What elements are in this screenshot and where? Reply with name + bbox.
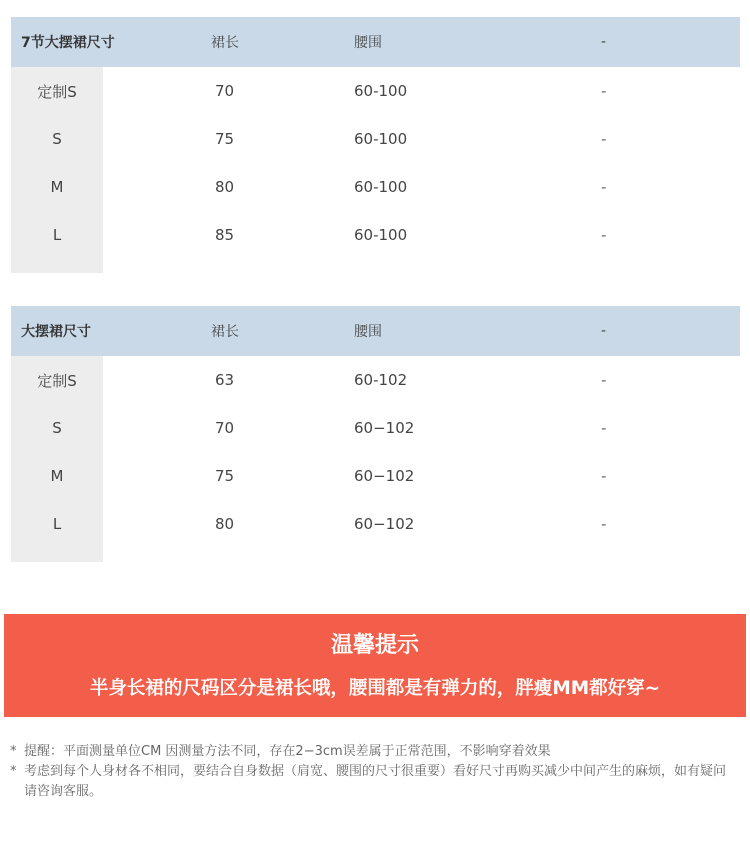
table-body <box>11 67 740 259</box>
table-row <box>11 67 740 115</box>
table-row <box>11 163 740 211</box>
cell-extra: - <box>601 515 607 533</box>
cell-waist: 60−102 <box>354 419 415 437</box>
cell-extra: - <box>601 178 607 196</box>
cell-length: 85 <box>215 226 235 244</box>
header-waist: 腰围 <box>354 324 382 340</box>
table-row <box>11 211 740 259</box>
cell-size: S <box>52 130 62 148</box>
table-header <box>11 306 740 356</box>
size-table-swing-skirt <box>11 306 740 548</box>
cell-extra: - <box>601 467 607 485</box>
size-table-7-tier <box>11 17 740 259</box>
cell-size: L <box>52 226 62 244</box>
cell-waist: 60−102 <box>354 515 415 533</box>
note-bullet: * <box>10 744 17 759</box>
cell-extra: - <box>601 130 607 148</box>
banner-subtitle: 半身长裙的尺码区分是裙长哦，腰围都是有弹力的，胖瘦MM都好穿~ <box>89 678 661 699</box>
table-row <box>11 356 740 404</box>
cell-waist: 60−102 <box>354 467 415 485</box>
header-length: 裙长 <box>211 324 239 340</box>
note-text: 提醒：平面测量单位CM 因测量方法不同，存在2−3cm误差属于正常范围，不影响穿着效果 <box>24 744 551 759</box>
cell-size: M <box>50 467 64 485</box>
cell-extra: - <box>601 226 607 244</box>
header-extra: - <box>601 323 607 339</box>
header-waist: 腰围 <box>354 35 382 51</box>
cell-extra: - <box>601 371 607 389</box>
notes-section <box>10 742 730 802</box>
note-item <box>10 762 730 802</box>
table-row <box>11 500 740 548</box>
note-item <box>10 742 730 762</box>
cell-size: 定制S <box>37 371 77 390</box>
table-row <box>11 452 740 500</box>
cell-extra: - <box>601 82 607 100</box>
cell-waist: 60-100 <box>354 226 408 244</box>
tips-banner <box>4 614 746 717</box>
table-row <box>11 404 740 452</box>
note-text: 考虑到每个人身材各不相同，要结合自身数据（肩宽、腰围的尺寸很重要）看好尺寸再购买减少中间产生的麻烦，如有疑问请咨询客服。 <box>24 764 727 799</box>
table-body <box>11 356 740 548</box>
cell-size: M <box>50 178 64 196</box>
cell-length: 80 <box>215 515 235 533</box>
table-row <box>11 115 740 163</box>
cell-length: 70 <box>215 82 235 100</box>
cell-waist: 60-102 <box>354 371 408 389</box>
cell-size: L <box>52 515 62 533</box>
cell-size: 定制S <box>37 82 77 101</box>
cell-length: 75 <box>215 467 235 485</box>
cell-waist: 60-100 <box>354 178 408 196</box>
cell-length: 75 <box>215 130 235 148</box>
cell-size: S <box>52 419 62 437</box>
banner-title: 温馨提示 <box>330 633 419 658</box>
header-length: 裙长 <box>211 35 239 51</box>
cell-extra: - <box>601 419 607 437</box>
cell-waist: 60-100 <box>354 82 408 100</box>
header-size: 大摆裙尺寸 <box>21 324 91 340</box>
cell-length: 80 <box>215 178 235 196</box>
note-bullet: * <box>10 764 17 779</box>
cell-length: 63 <box>215 371 235 389</box>
cell-length: 70 <box>215 419 235 437</box>
header-size: 7节大摆裙尺寸 <box>21 35 115 51</box>
cell-waist: 60-100 <box>354 130 408 148</box>
header-extra: - <box>601 34 607 50</box>
table-header <box>11 17 740 67</box>
